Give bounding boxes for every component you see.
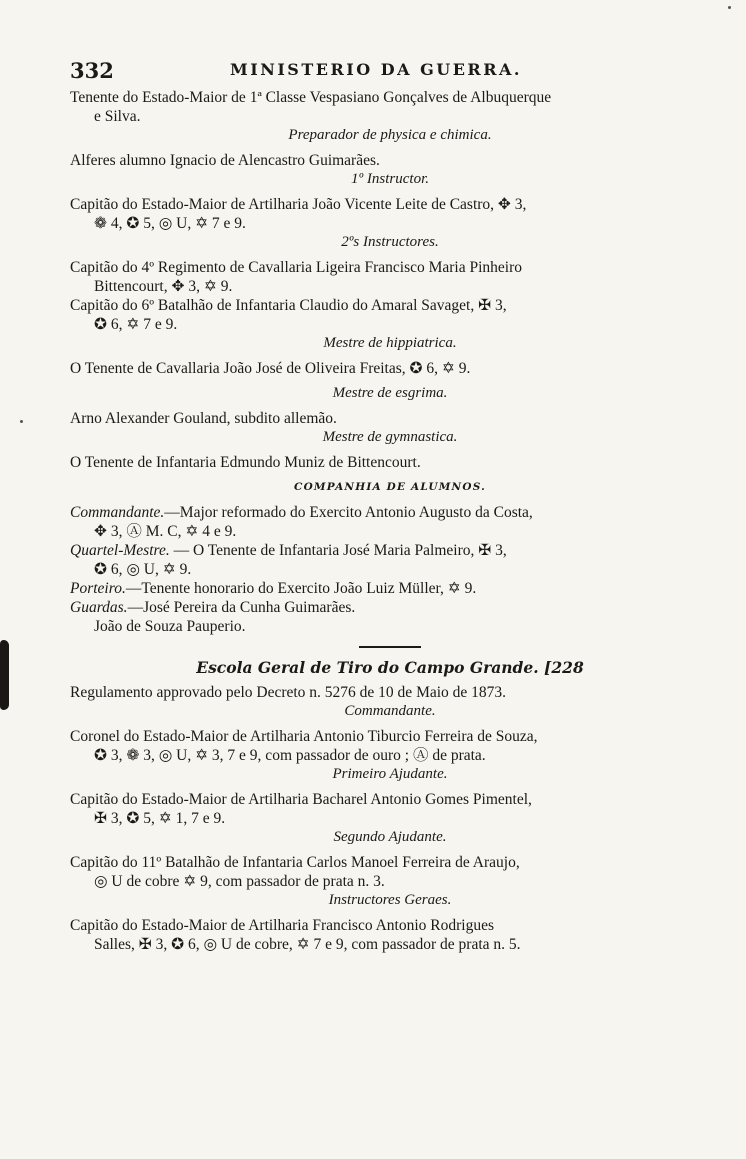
line: e Silva. xyxy=(94,108,141,125)
role-heading: Mestre de hippiatrica. xyxy=(323,335,457,351)
role-label: Commandante. xyxy=(70,504,165,521)
line: —Tenente honorario do Exercito João Luiz Müller, ✡ 9. xyxy=(125,580,477,597)
entry-primeiro-ajudante xyxy=(70,790,710,828)
line: ◎ U de cobre ✡ 9, com passador de prata n. 3. xyxy=(94,873,385,890)
line: ✪ 6, ◎ U, ✡ 9. xyxy=(94,561,192,578)
page-header xyxy=(70,58,690,84)
role-heading: Segundo Ajudante. xyxy=(333,829,447,845)
entry-guardas xyxy=(70,598,710,636)
line: ✠ 3, ✪ 5, ✡ 1, 7 e 9. xyxy=(94,810,226,827)
line: O Tenente de Cavallaria João José de Oliveira Freitas, ✪ 6, ✡ 9. xyxy=(70,360,471,377)
entry-porteiro xyxy=(70,579,710,598)
page-body xyxy=(70,88,710,954)
entry-instructores-geraes xyxy=(70,916,710,954)
ink-blot-mark xyxy=(0,640,9,710)
page-number: 332 xyxy=(70,58,114,83)
entry-instructor-2b xyxy=(70,296,710,334)
line: Salles, ✠ 3, ✪ 6, ◎ U de cobre, ✡ 7 e 9, com passador de prata n. 5. xyxy=(94,936,521,953)
entry-commandante xyxy=(70,503,710,541)
entry-segundo-ajudante xyxy=(70,853,710,891)
entry-gymnastica xyxy=(70,453,710,472)
line: Alferes alumno Ignacio de Alencastro Guimarães. xyxy=(70,152,380,169)
role-heading: 1º Instructor. xyxy=(351,171,429,187)
entry-alferes xyxy=(70,151,710,170)
role-label: Guardas. xyxy=(70,599,128,616)
line: ✪ 3, ❁ 3, ◎ U, ✡ 3, 7 e 9, com passador de ouro ; Ⓐ de prata. xyxy=(94,747,486,764)
line: Capitão do Estado-Maior de Artilharia João Vicente Leite de Castro, ✥ 3, xyxy=(70,196,527,213)
line: Regulamento approvado pelo Decreto n. 5276 de 10 de Maio de 1873. xyxy=(70,684,507,701)
role-heading: 2ºs Instructores. xyxy=(341,234,439,250)
section-title: Escola Geral de Tiro do Campo Grande. [228 xyxy=(196,658,584,677)
role-heading: Mestre de gymnastica. xyxy=(322,429,458,445)
line: —José Pereira da Cunha Guimarães. xyxy=(127,599,356,616)
paper-speck xyxy=(728,6,731,9)
role-heading: Commandante. xyxy=(344,703,436,719)
role-heading: Primeiro Ajudante. xyxy=(332,766,448,782)
entry-quartel-mestre xyxy=(70,541,710,579)
line: — O Tenente de Infantaria José Maria Palmeiro, ✠ 3, xyxy=(169,542,507,559)
entry-commandante-tiro xyxy=(70,727,710,765)
line: Arno Alexander Gouland, subdito allemão. xyxy=(70,410,337,427)
role-label: Quartel-Mestre. xyxy=(70,542,170,559)
role-heading: Instructores Geraes. xyxy=(328,892,452,908)
entry-preparador xyxy=(70,88,710,126)
entry-esgrima xyxy=(70,409,710,428)
line: ✥ 3, Ⓐ M. C, ✡ 4 e 9. xyxy=(94,523,237,540)
role-label: Porteiro. xyxy=(70,580,126,597)
line: Capitão do 4º Regimento de Cavallaria Ligeira Francisco Maria Pinheiro xyxy=(70,259,523,276)
running-title: MINISTERIO DA GUERRA. xyxy=(230,60,522,79)
line: Capitão do 11º Batalhão de Infantaria Carlos Manoel Ferreira de Araujo, xyxy=(70,854,520,871)
entry-regulamento xyxy=(70,683,710,702)
line: O Tenente de Infantaria Edmundo Muniz de Bittencourt. xyxy=(70,454,421,471)
role-heading: Mestre de esgrima. xyxy=(332,385,448,401)
line: ✪ 6, ✡ 7 e 9. xyxy=(94,316,178,333)
line: Bittencourt, ✥ 3, ✡ 9. xyxy=(94,278,233,295)
line: Tenente do Estado-Maior de 1ª Classe Vespasiano Gonçalves de Albuquerque xyxy=(70,89,552,106)
line: ❁ 4, ✪ 5, ◎ U, ✡ 7 e 9. xyxy=(94,215,246,232)
line: Coronel do Estado-Maior de Artilharia Antonio Tiburcio Ferreira de Souza, xyxy=(70,728,538,745)
entry-instructor-1 xyxy=(70,195,710,233)
line: Capitão do Estado-Maior de Artilharia Bacharel Antonio Gomes Pimentel, xyxy=(70,791,532,808)
line: Capitão do 6º Batalhão de Infantaria Claudio do Amaral Savaget, ✠ 3, xyxy=(70,297,507,314)
line: João de Souza Pauperio. xyxy=(94,618,246,635)
entry-hippiatrica xyxy=(70,359,710,378)
line: Capitão do Estado-Maior de Artilharia Francisco Antonio Rodrigues xyxy=(70,917,495,934)
subsection-heading: COMPANHIA DE ALUMNOS. xyxy=(294,481,486,493)
line: —Major reformado do Exercito Antonio Augusto da Costa, xyxy=(164,504,533,521)
entry-instructor-2a xyxy=(70,258,710,296)
role-heading: Preparador de physica e chimica. xyxy=(288,127,492,143)
paper-speck xyxy=(20,420,23,423)
